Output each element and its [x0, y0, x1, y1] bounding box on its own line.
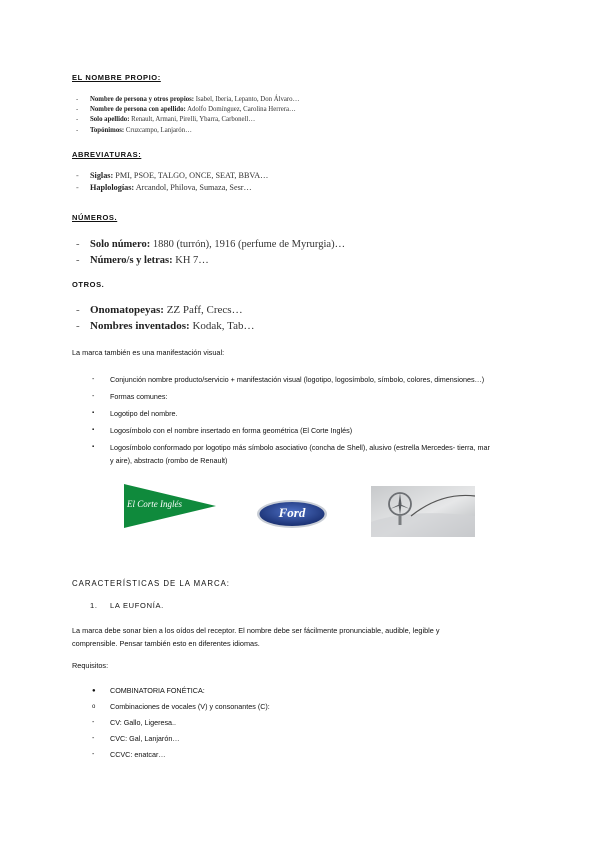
section-heading-nombre-propio: EL NOMBRE PROPIO:: [72, 73, 161, 82]
section-heading-numeros: NÚMEROS.: [72, 213, 118, 222]
section-heading-otros: OTROS.: [72, 280, 105, 289]
list-item: - CCVC: enatcar…: [92, 750, 166, 759]
list-item: - CVC: Gal, Lanjarón…: [92, 734, 180, 743]
star-stem: [399, 515, 402, 525]
item-label: Nombres inventados:: [90, 320, 190, 332]
item-label: Solo apellido:: [90, 116, 130, 124]
list-item: - Haplologías: Arcandol, Philova, Sumaza, Sesr…: [76, 183, 252, 192]
list-manifestacion: [72, 373, 492, 467]
item-text: Arcandol, Philova, Sumaza, Sesr…: [134, 183, 252, 192]
list-item: - CV: Gallo, Ligeresa..: [92, 718, 177, 727]
list-item: - Solo número: 1880 (turrón), 1916 (perfume de Myrurgia)…: [76, 239, 346, 250]
list-item: - Número/s y letras: KH 7…: [76, 254, 209, 266]
item-text: PMI, PSOE, TALGO, ONCE, SEAT, BBVA…: [113, 171, 269, 180]
item-text: 1880 (turrón), 1916 (perfume de Myrurgia)…: [150, 239, 346, 250]
list-item: - Conjunción nombre producto/servicio + manifestación visual (logotipo, logosímbolo, símbolo, colores, dimensiones…): [92, 375, 485, 384]
paragraph-eufonia-line1: La marca debe sonar bien a los oídos del receptor. El nombre debe ser fácilmente pronunciable, audible, legible y: [72, 626, 440, 635]
item-label: Nombre de persona y otros propios:: [90, 96, 195, 103]
item-label: Nombre de persona con apellido:: [90, 106, 186, 114]
item-label: Solo número:: [90, 239, 151, 250]
list-item: - Solo apellido: Renault, Armani, Pirelli, Ybarra, Carbonell…: [76, 116, 256, 124]
paragraph-manifestacion: La marca también es una manifestación visual:: [72, 348, 225, 357]
list-item: - Nombre de persona con apellido: Adolfo Domínguez, Carolina Herrera…: [76, 106, 296, 114]
requisitos-label: Requisitos:: [72, 661, 109, 670]
list-item: - Formas comunes:: [92, 392, 168, 401]
eci-logo-text: El Corte Inglés: [127, 499, 182, 509]
mercedes-star-photo: [371, 486, 475, 537]
item-text: Isabel, Iberia, Lepanto, Don Álvaro…: [194, 96, 300, 103]
list-item: - Topónimos: Cruzcampo, Lanjarón…: [76, 126, 192, 134]
list-otros: [76, 302, 546, 334]
list-item: - Siglas: PMI, PSOE, TALGO, ONCE, SEAT, BBVA…: [76, 171, 269, 180]
list-item: ▪ Logotipo del nombre.: [92, 409, 178, 418]
list-item: ● COMBINATORIA FONÉTICA:: [92, 686, 205, 695]
list-item: o Combinaciones de vocales (V) y consonantes (C):: [92, 702, 270, 711]
section-heading-caracteristicas: CARACTERÍSTICAS DE LA MARCA:: [72, 579, 230, 588]
list-item: - Nombre de persona y otros propios: Isabel, Iberia, Lepanto, Don Álvaro…: [76, 96, 300, 103]
item-label: Topónimos:: [90, 126, 125, 134]
list-item: - Onomatopeyas: ZZ Paff, Crecs…: [76, 304, 243, 316]
list-numeros: [76, 237, 546, 268]
list-nombre-propio: [76, 95, 536, 136]
item-text: KH 7…: [172, 254, 209, 266]
el-corte-ingles-logo: [124, 484, 216, 528]
item-label: Número/s y letras:: [90, 254, 173, 266]
item-text: ZZ Paff, Crecs…: [163, 304, 243, 316]
subheading-number: 1.: [90, 601, 98, 610]
item-label: Onomatopeyas:: [90, 304, 164, 316]
item-text: Renault, Armani, Pirelli, Ybarra, Carbonell…: [129, 116, 256, 124]
item-text: Adolfo Domínguez, Carolina Herrera…: [185, 106, 296, 114]
ford-logo: [256, 499, 328, 529]
subheading-eufonia: LA EUFONÍA.: [110, 601, 164, 610]
list-item: ▪ Logosímbolo con el nombre insertado en forma geométrica (El Corte Inglés): [92, 426, 353, 435]
paragraph-eufonia-line2: comprensible. Pensar también esto en diferentes idiomas.: [72, 639, 260, 648]
list-requisitos: [72, 683, 472, 763]
item-text: Kodak, Tab…: [189, 320, 255, 332]
list-item: - Nombres inventados: Kodak, Tab…: [76, 320, 255, 332]
item-text: Cruzcampo, Lanjarón…: [124, 126, 192, 134]
list-abreviaturas: [76, 170, 536, 194]
item-label: Haplologías:: [90, 183, 135, 192]
list-item: ▪ Logosímbolo conformado por logotipo más símbolo asociativo (concha de Shell), alusivo (estrella Mercedes- tierra, mar y aire), abstracto (rombo de Renault): [92, 443, 490, 465]
item-label: Siglas:: [90, 171, 114, 180]
section-heading-abreviaturas: ABREVIATURAS:: [72, 150, 142, 159]
ford-logo-text: Ford: [278, 505, 306, 520]
